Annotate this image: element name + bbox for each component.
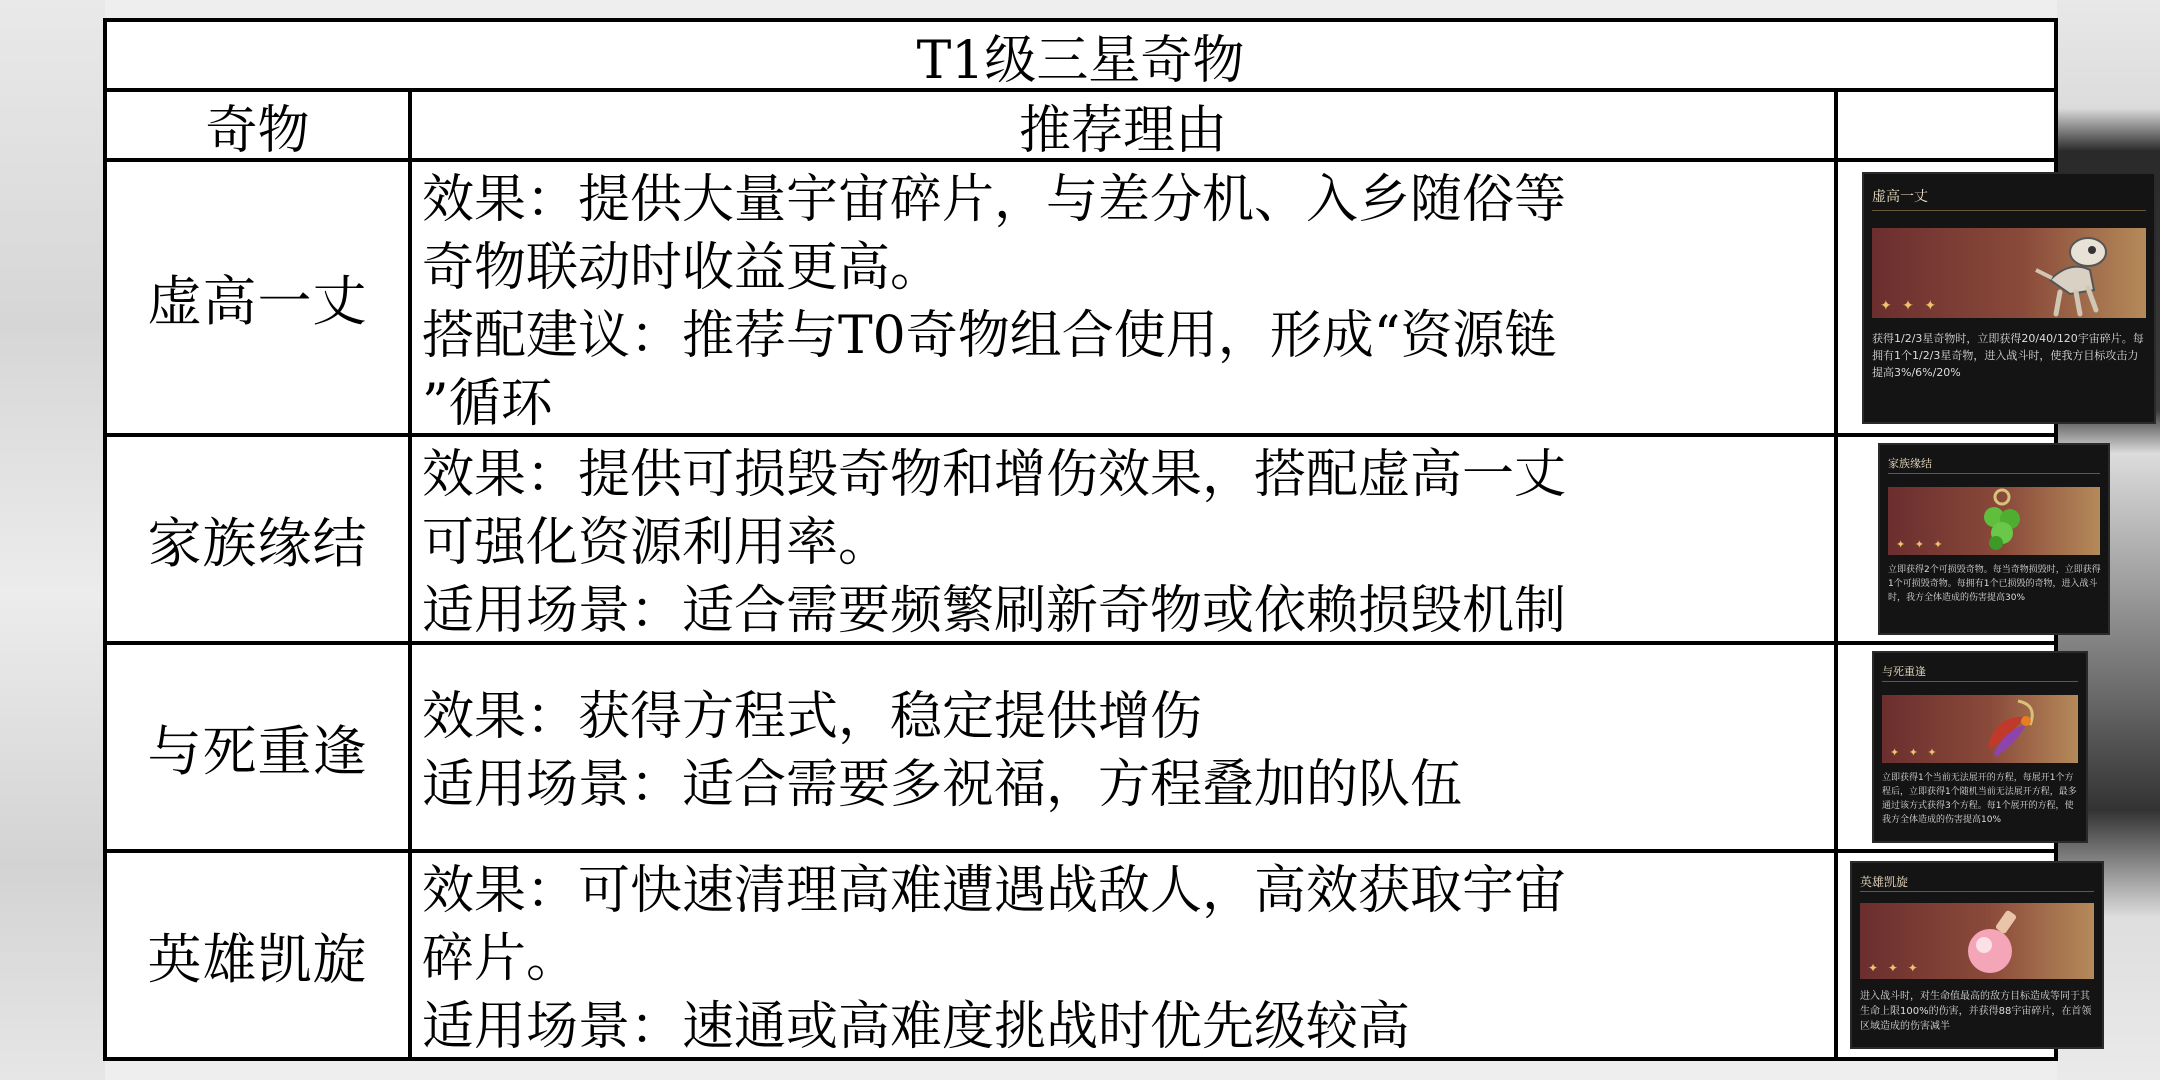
curio-card [1872, 651, 2088, 843]
header-curio: 奇物 [107, 92, 412, 158]
left-background-blur [0, 0, 105, 1080]
potion-flask-icon [1956, 905, 2036, 979]
reason-line: 效果：可快速清理高难遭遇战敌人，高效获取宇宙 [422, 861, 1567, 921]
curio-name: 英雄凯旋 [147, 927, 368, 991]
table-row [107, 645, 2077, 853]
curio-card-cell [1838, 645, 2077, 849]
curio-name: 家族缘结 [147, 511, 368, 575]
feather-charm-icon [1978, 695, 2048, 761]
curio-name-cell [107, 437, 412, 641]
card-description: 立即获得2个可损毁奇物。每当奇物损毁时，立即获得1个可损毁奇物。每拥有1个已损毁的奇物，进入战斗时，我方全体造成的伤害提高30% [1888, 565, 2101, 603]
card-divider [1860, 891, 2094, 892]
card-description: 立即获得1个当前无法展开的方程，每展开1个方程后，立即获得1个随机当前无法展开方程，最多通过该方式获得3个方程。每1个展开的方程，使我方全体造成的伤害提高10% [1882, 773, 2077, 825]
reason-line: 适用场景：适合需要多祝福，方程叠加的队伍 [422, 755, 1463, 815]
skeleton-creature-icon [2030, 230, 2120, 318]
card-description: 获得1/2/3星奇物时，立即获得20/40/120宇宙碎片。每拥有1个1/2/3星奇物，进入战斗时，使我方目标攻击力提高3%/6%/20% [1872, 332, 2144, 379]
curio-card [1850, 861, 2104, 1049]
table-title: T1级三星奇物 [916, 30, 1245, 91]
tier-table [103, 18, 2144, 1061]
card-divider [1872, 210, 2146, 211]
reason-line: 奇物联动时收益更高。 [422, 238, 943, 298]
rarity-stars: ✦ ✦ ✦ [1868, 961, 1921, 975]
table-row [107, 437, 2101, 645]
rarity-stars: ✦ ✦ ✦ [1880, 298, 1940, 314]
reason-cell [412, 437, 1838, 641]
curio-card-cell [1838, 162, 2144, 433]
curio-card-cell [1838, 437, 2101, 641]
card-divider [1888, 473, 2100, 474]
card-title: 英雄凯旋 [1860, 875, 1909, 889]
reason-cell [412, 645, 1838, 849]
reason-cell [412, 162, 1838, 433]
reason-line: 效果：获得方程式，稳定提供增伤 [422, 687, 1203, 747]
table-title-row [107, 22, 2054, 92]
reason-line: 效果：提供可损毁奇物和增伤效果，搭配虚高一丈 [422, 445, 1567, 505]
green-knot-charm-icon [1972, 487, 2032, 553]
reason-line: 效果：提供大量宇宙碎片，与差分机、入乡随俗等 [422, 170, 1567, 230]
reason-line: 可强化资源利用率。 [422, 513, 891, 573]
curio-name-cell [107, 645, 412, 849]
reason-line: ”循环 [422, 374, 553, 434]
reason-line: 搭配建议：推荐与T0奇物组合使用，形成“资源链 [422, 306, 1557, 366]
reason-line: 适用场景：适合需要频繁刷新奇物或依赖损毁机制 [422, 581, 1567, 641]
curio-card [1878, 443, 2110, 635]
reason-cell [412, 853, 1838, 1057]
curio-card-cell [1838, 853, 2092, 1057]
curio-name-cell [107, 162, 412, 433]
card-art [1882, 695, 2078, 763]
card-divider [1882, 681, 2078, 682]
header-reason: 推荐理由 [412, 92, 1838, 158]
card-art [1872, 228, 2146, 318]
reason-line: 适用场景：速通或高难度挑战时优先级较高 [422, 997, 1411, 1057]
curio-name-cell [107, 853, 412, 1057]
rarity-stars: ✦ ✦ ✦ [1896, 538, 1946, 551]
rarity-stars: ✦ ✦ ✦ [1890, 746, 1940, 759]
reason-line: 碎片。 [422, 929, 579, 989]
card-title: 家族缘结 [1888, 457, 1932, 470]
card-description: 进入战斗时，对生命值最高的敌方目标造成等同于其生命上限100%的伤害，并获得88宇宙碎片，在首领区域造成的伤害减半 [1860, 991, 2092, 1032]
table-header-row [107, 92, 2054, 162]
table-row [107, 162, 2144, 437]
header-image [1838, 92, 2054, 158]
curio-card [1862, 172, 2156, 424]
card-art [1888, 487, 2100, 555]
curio-name: 与死重逢 [147, 719, 368, 783]
card-art [1860, 903, 2094, 979]
card-title: 虚高一丈 [1872, 189, 1928, 205]
curio-name: 虚高一丈 [147, 270, 368, 333]
table-row [107, 853, 2092, 1057]
card-title: 与死重逢 [1882, 665, 1926, 678]
